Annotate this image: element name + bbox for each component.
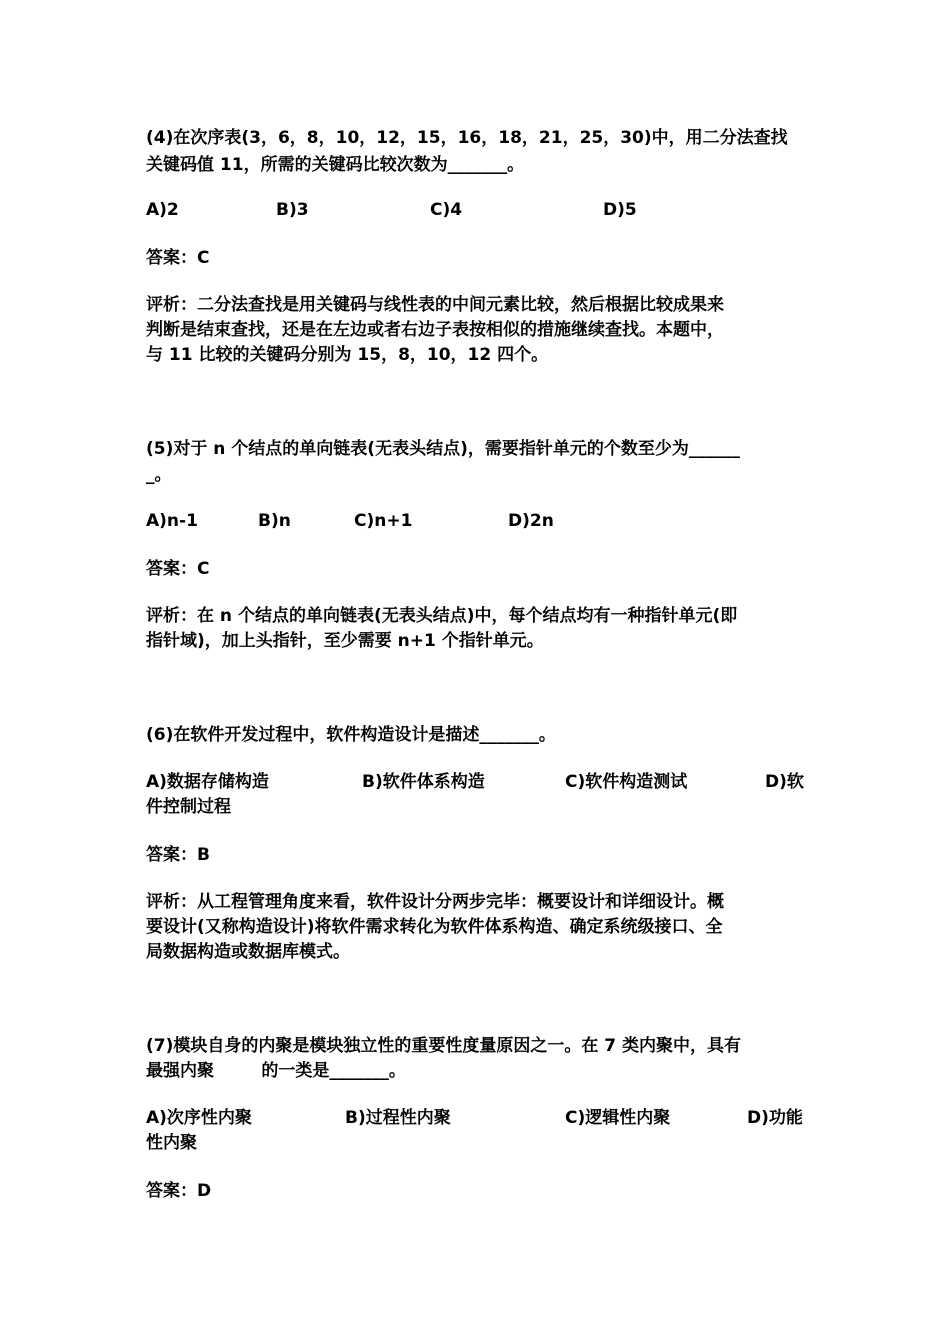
q4-option-c: C)4	[430, 200, 463, 220]
q4-option-b: B)3	[276, 200, 309, 220]
q7-stem-line-2: 最强内聚 的一类是_______。	[146, 1061, 406, 1081]
q4-analysis-line-1: 评析：二分法查找是用关键码与线性表的中间元素比较，然后根据比较成果来	[146, 295, 724, 315]
q6-option-c: C)软件构造测试	[565, 772, 688, 792]
q5-option-b: B)n	[258, 511, 291, 531]
q5-option-a: A)n-1	[146, 511, 198, 531]
q4-answer: 答案：C	[146, 248, 210, 268]
q4-stem-line-1: (4)在次序表(3，6，8，10，12，15，16，18，21，25，30)中，用二分法查找	[146, 128, 788, 148]
q6-analysis-line-1: 评析：从工程管理角度来看，软件设计分两步完毕：概要设计和详细设计。概	[146, 892, 724, 912]
q7-option-c: C)逻辑性内聚	[565, 1108, 671, 1128]
q4-stem-line-2: 关键码值 11，所需的关键码比较次数为_______。	[146, 155, 525, 175]
q6-answer: 答案：B	[146, 845, 210, 865]
q6-stem-line-1: (6)在软件开发过程中，软件构造设计是描述_______。	[146, 725, 556, 745]
q7-option-b: B)过程性内聚	[345, 1108, 451, 1128]
q7-option-d: D)功能	[747, 1108, 803, 1128]
q5-option-c: C)n+1	[354, 511, 413, 531]
q7-option-a: A)次序性内聚	[146, 1108, 252, 1128]
q6-option-b: B)软件体系构造	[362, 772, 485, 792]
q5-analysis-line-2: 指针域)，加上头指针，至少需要 n+1 个指针单元。	[146, 631, 544, 651]
q7-option-d-wrap: 性内聚	[146, 1133, 197, 1153]
q5-stem-line-1: (5)对于 n 个结点的单向链表(无表头结点)，需要指针单元的个数至少为______	[146, 439, 740, 459]
q4-option-a: A)2	[146, 200, 179, 220]
q5-answer: 答案：C	[146, 559, 210, 579]
q6-option-a: A)数据存储构造	[146, 772, 269, 792]
q6-option-d: D)软	[765, 772, 804, 792]
q4-option-d: D)5	[603, 200, 637, 220]
q6-option-d-wrap: 件控制过程	[146, 797, 231, 817]
q7-stem-line-1: (7)模块自身的内聚是模块独立性的重要性度量原因之一。在 7 类内聚中，具有	[146, 1036, 742, 1056]
q5-option-d: D)2n	[508, 511, 554, 531]
q4-analysis-line-3: 与 11 比较的关键码分别为 15，8，10，12 四个。	[146, 345, 549, 365]
q6-analysis-line-2: 要设计(又称构造设计)将软件需求转化为软件体系构造、确定系统级接口、全	[146, 917, 723, 937]
q4-analysis-line-2: 判断是结束查找，还是在左边或者右边子表按相似的措施继续查找。本题中，	[146, 320, 724, 340]
q5-stem-line-2: _。	[146, 465, 172, 485]
q6-analysis-line-3: 局数据构造或数据库模式。	[146, 942, 350, 962]
q7-answer: 答案：D	[146, 1181, 212, 1201]
q5-analysis-line-1: 评析：在 n 个结点的单向链表(无表头结点)中，每个结点均有一种指针单元(即	[146, 606, 738, 626]
